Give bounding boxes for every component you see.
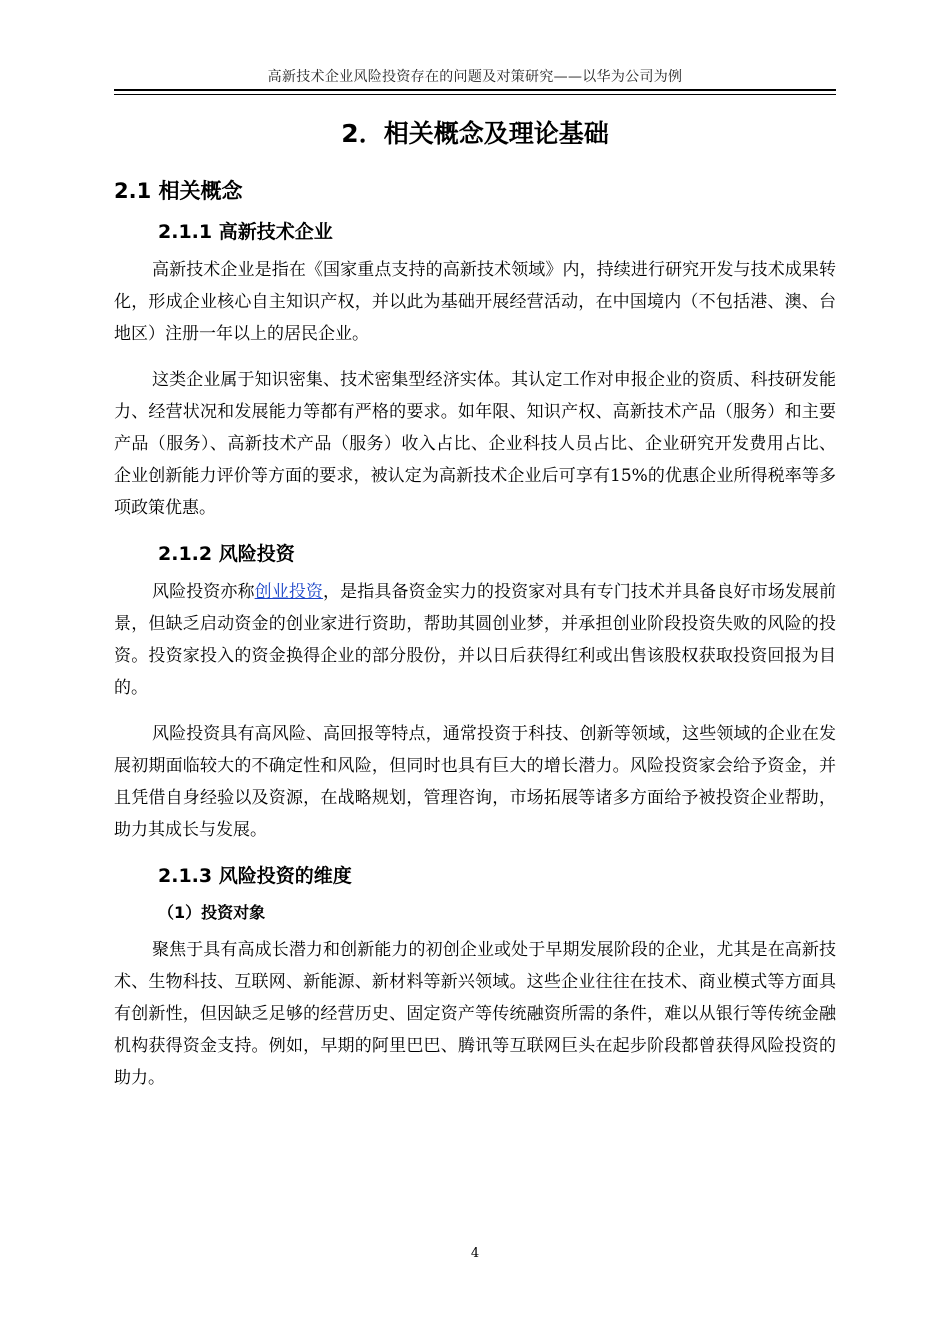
paragraph-with-link (114, 576, 836, 704)
text-span: 风险投资亦称 (152, 582, 255, 602)
text-span: ，是指具备资金实力的投资家对具有专门技术并具备良好市场发展前景，但缺乏启动资金的创业家进行资助，帮助其圆创业梦，并承担创业阶段投资失败的风险的投资。投资家投入的资金换得企业的部分股份，并以日后获得红利或出售该股权获取投资回报为目的。 (114, 582, 837, 698)
paragraph: 风险投资具有高风险、高回报等特点，通常投资于科技、创新等领域，这些领域的企业在发展初期面临较大的不确定性和风险，但同时也具有巨大的增长潜力。风险投资家会给予资金，并且凭借自身经验以及资源，在战略规划，管理咨询，市场拓展等诸多方面给予被投资企业帮助，助力其成长与发展。 (114, 724, 836, 840)
page-body (114, 112, 836, 1108)
section-heading-2-1: 2.1 相关概念 (114, 179, 243, 203)
subsection-heading-2-1-1: 2.1.1 高新技术企业 (158, 221, 333, 243)
paragraph: 聚焦于具有高成长潜力和创新能力的初创企业或处于早期发展阶段的企业，尤其是在高新技术、生物科技、互联网、新能源、新材料等新兴领域。这些企业往往在技术、商业模式等方面具有创新性，但因缺乏足够的经营历史、固定资产等传统融资所需的条件，难以从银行等传统金融机构获得资金支持。例如，早期的阿里巴巴、腾讯等互联网巨头在起步阶段都曾获得风险投资的助力。 (114, 940, 836, 1088)
running-header: 高新技术企业风险投资存在的问题及对策研究——以华为公司为例 (267, 69, 683, 85)
header-rule-thick (114, 89, 836, 91)
header-rule-thin (114, 94, 836, 95)
chapter-title: 2．相关概念及理论基础 (341, 119, 609, 148)
venture-capital-link[interactable]: 创业投资 (254, 582, 324, 602)
paragraph: 这类企业属于知识密集、技术密集型经济实体。其认定工作对申报企业的资质、科技研发能力、经营状况和发展能力等都有严格的要求。如年限、知识产权、高新技术产品（服务）和主要产品（服务）、高新技术产品（服务）收入占比、企业科技人员占比、企业研究开发费用占比、企业创新能力评价等方面的要求，被认定为高新技术企业后可享有15%的优惠企业所得税率等多项政策优惠。 (114, 370, 836, 518)
paragraph: 高新技术企业是指在《国家重点支持的高新技术领域》内，持续进行研究开发与技术成果转化，形成企业核心自主知识产权，并以此为基础开展经营活动，在中国境内（不包括港、澳、台地区）注册一年以上的居民企业。 (114, 260, 836, 344)
subsection-heading-2-1-2: 2.1.2 风险投资 (158, 543, 295, 565)
page-number: 4 (470, 1246, 480, 1261)
sub-item-heading-investment-target: （1）投资对象 (158, 903, 266, 922)
subsection-heading-2-1-3: 2.1.3 风险投资的维度 (158, 865, 352, 887)
